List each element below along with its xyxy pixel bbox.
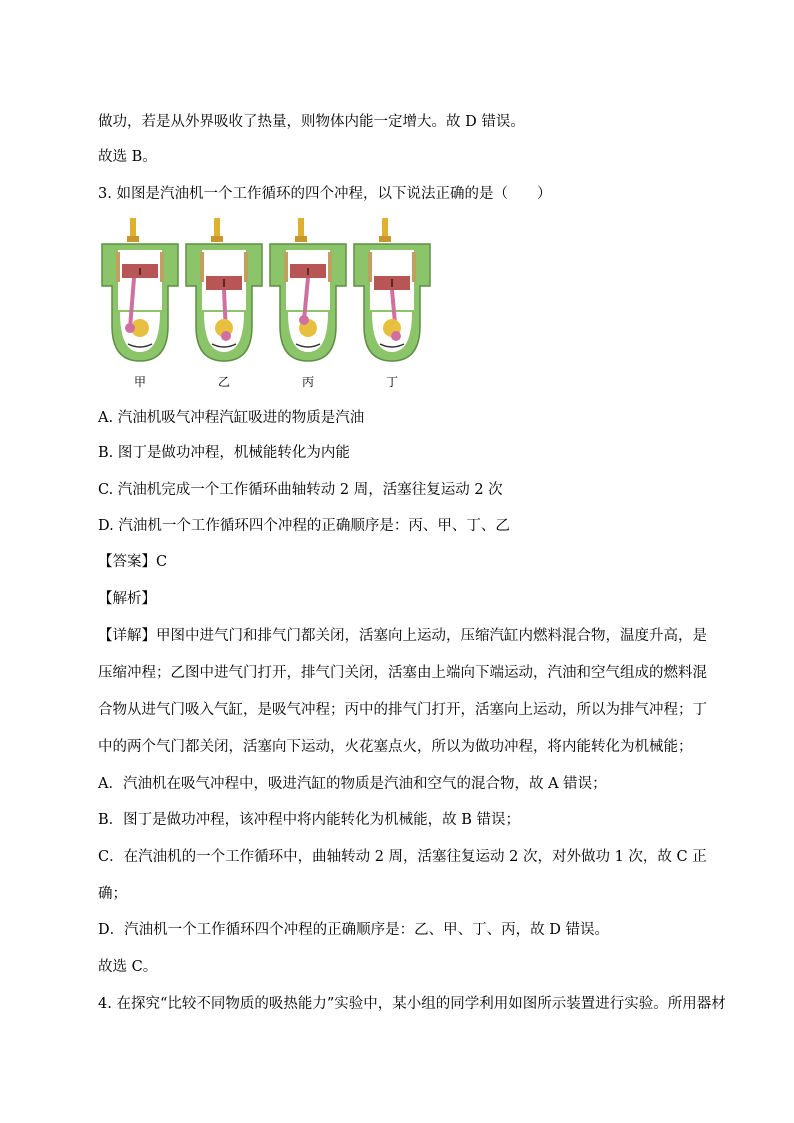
engine-diagram-yi	[184, 216, 264, 366]
question-4: 4. 在探究“比较不同物质的吸热能力”实验中，某小组的同学利用如图所示装置进行实验。所用器材	[98, 996, 726, 1012]
explanation-c-cont: 确；	[98, 886, 127, 902]
explanation-d: D．汽油机一个工作循环四个冲程的正确顺序是：乙、甲、丁、丙，故 D 错误。	[98, 922, 609, 938]
engine-diagram-ding	[352, 216, 432, 366]
selection-line: 故选 C。	[98, 959, 158, 975]
caption-yi: 乙	[217, 375, 230, 389]
answer-label: 【答案】C	[98, 554, 168, 570]
caption-jia: 甲	[133, 375, 146, 389]
option-c: C. 汽油机完成一个工作循环曲轴转动 2 周，活塞往复运动 2 次	[98, 482, 503, 498]
question-3: 3. 如图是汽油机一个工作循环的四个冲程，以下说法正确的是（ ）	[98, 186, 552, 202]
option-d: D. 汽油机一个工作循环四个冲程的正确顺序是：丙、甲、丁、乙	[98, 518, 510, 534]
text-line: 故选 B。	[98, 149, 157, 165]
option-a: A. 汽油机吸气冲程汽缸吸进的物质是汽油	[98, 410, 365, 426]
analysis-label: 【解析】	[98, 591, 156, 607]
explanation-b: B．图丁是做功冲程，该冲程中将内能转化为机械能，故 B 错误；	[98, 812, 521, 828]
explanation-line: 合物从进气门吸入气缸，是吸气冲程；丙中的排气门打开，活塞向上运动，所以为排气冲程；丁	[98, 702, 707, 718]
explanation-line: 【详解】甲图中进气门和排气门都关闭，活塞向上运动，压缩汽缸内燃料混合物，温度升高，是	[98, 628, 707, 644]
explanation-a: A．汽油机在吸气冲程中，吸进汽缸的物质是汽油和空气的混合物，故 A 错误；	[98, 776, 607, 792]
explanation-line: 压缩冲程；乙图中进气门打开，排气门关闭，活塞由上端向下端运动，汽油和空气组成的燃料混	[98, 665, 707, 681]
caption-bing: 丙	[301, 375, 314, 389]
text-line: 做功，若是从外界吸收了热量，则物体内能一定增大。故 D 错误。	[98, 114, 525, 130]
option-b: B. 图丁是做功冲程，机械能转化为内能	[98, 445, 350, 461]
explanation-line: 中的两个气门都关闭，活塞向下运动，火花塞点火，所以为做功冲程，将内能转化为机械能；	[98, 739, 693, 755]
explanation-c: C．在汽油机的一个工作循环中，曲轴转动 2 周，活塞往复运动 2 次，对外做功 1 次，故 C 正	[98, 849, 707, 865]
engine-diagram-jia	[100, 216, 180, 366]
engine-diagram-bing	[268, 216, 348, 366]
caption-ding: 丁	[385, 375, 398, 389]
